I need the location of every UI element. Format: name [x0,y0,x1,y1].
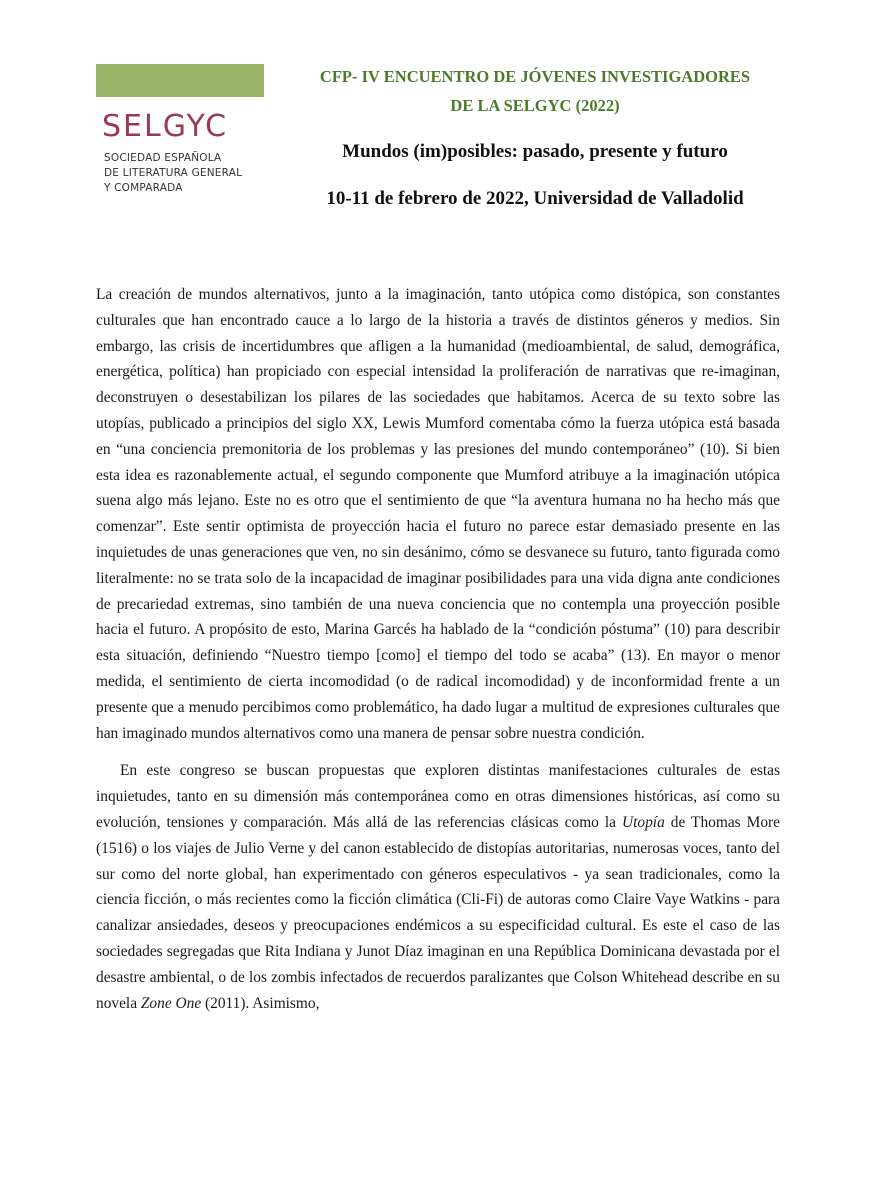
logo-green-bar [96,64,264,97]
logo-subtitle-line: DE LITERATURA GENERAL [104,167,243,179]
logo-subtitle [104,151,264,196]
logo-subtitle-line: Y COMPARADA [104,182,183,194]
paragraph-2-text: En este congreso se buscan propuestas que exploren distintas manifestaciones culturales de estas inquietudes, tanto en su dimensión más contemporánea como en otras dimensiones históricas, así como su evolución, tensiones y comparación. Más allá de las referencias clásicas como la [96,762,780,831]
cfp-title-line-2: DE LA SELGYC (2022) [450,96,620,115]
selgyc-logo [96,64,264,196]
congress-theme: Mundos (im)posibles: pasado, presente y futuro [342,141,728,162]
cfp-title-line-1: CFP- IV ENCUENTRO DE JÓVENES INVESTIGADORES [319,67,751,86]
paragraph-2-text: de Thomas More (1516) o los viajes de Julio Verne y del canon establecido de distopías autoritarias, numerosas voces, tanto del sur como del norte global, han experimentado con géneros especulativos - ya sean tradicionales, como la ciencia ficción, o más recientes como la ficción climática (Cli-Fi) de autoras como Claire Vaye Watkins - para canalizar ansiedades, deseos y preocupaciones endémicos a su especificidad cultural. Es este el caso de las sociedades segregadas que Rita Indiana y Junot Díaz imaginan en una República Dominicana devastada por el desastre ambiental, o de los zombis infectados de recuerdos paralizantes que Colson Whitehead describe en su novela [96,813,780,1012]
paragraph-2 [96,758,780,1016]
paragraph-1: La creación de mundos alternativos, junto a la imaginación, tanto utópica como distópica, son constantes culturales que han encontrado cauce a lo largo de la historia a través de distintos géneros y medios. Sin embargo, las crisis de incertidumbres que afligen a la humanidad (medioambiental, de salud, demográfica, energética, política) han propiciado con especial intensidad la proliferación de narrativas que re-imaginan, deconstruyen o desestabilizan los pilares de las sociedades que habitamos. Acerca de su texto sobre las utopías, publicado a principios del siglo XX, Lewis Mumford comentaba cómo la fuerza utópica está basada en “una conciencia premonitoria de los problemas y las presiones del mundo contemporáneo” (10). Si bien esta idea es razonablemente actual, el segundo componente que Mumford atribuye a la imaginación utópica suena algo más lejano. Este no es otro que el sentimiento de que “la aventura humana no ha hecho más que comenzar”. Este sentir optimista de proyección hacia el futuro no parece estar demasiado presente en las inquietudes de unas generaciones que ven, no sin desánimo, cómo se desvanece su futuro, tanto figurada como literalmente: no se trata solo de la incapacidad de imaginar posibilidades para una vida digna ante condiciones de precariedad extremas, sino también de una nueva conciencia que no contempla una proyección posible hacia el futuro. A propósito de esto, Marina Garcés ha hablado de la “condición póstuma” (10) para describir esta situación, definiendo “Nuestro tiempo [como] el tiempo del todo se acaba” (13). En mayor o menor medida, el sentimiento de cierta incomodidad (o de radical incomodidad) y de inconformidad frente a un presente que a menudo percibimos como problemático, ha dado lugar a multitud de expresiones culturales que han imaginado mundos alternativos como una manera de pensar sobre nuestra condición. [96,286,780,742]
paragraph-2-text: (2011). Asimismo, [201,994,320,1012]
cfp-title [272,62,798,120]
title-zone-one: Zone One [140,994,202,1012]
congress-date-place: 10-11 de febrero de 2022, Universidad de Valladolid [326,188,744,209]
logo-wordmark: SELGYC [102,109,229,144]
title-utopia: Utopía [622,813,665,831]
logo-subtitle-line: SOCIEDAD ESPAÑOLA [104,152,222,164]
document-body [96,282,780,1016]
